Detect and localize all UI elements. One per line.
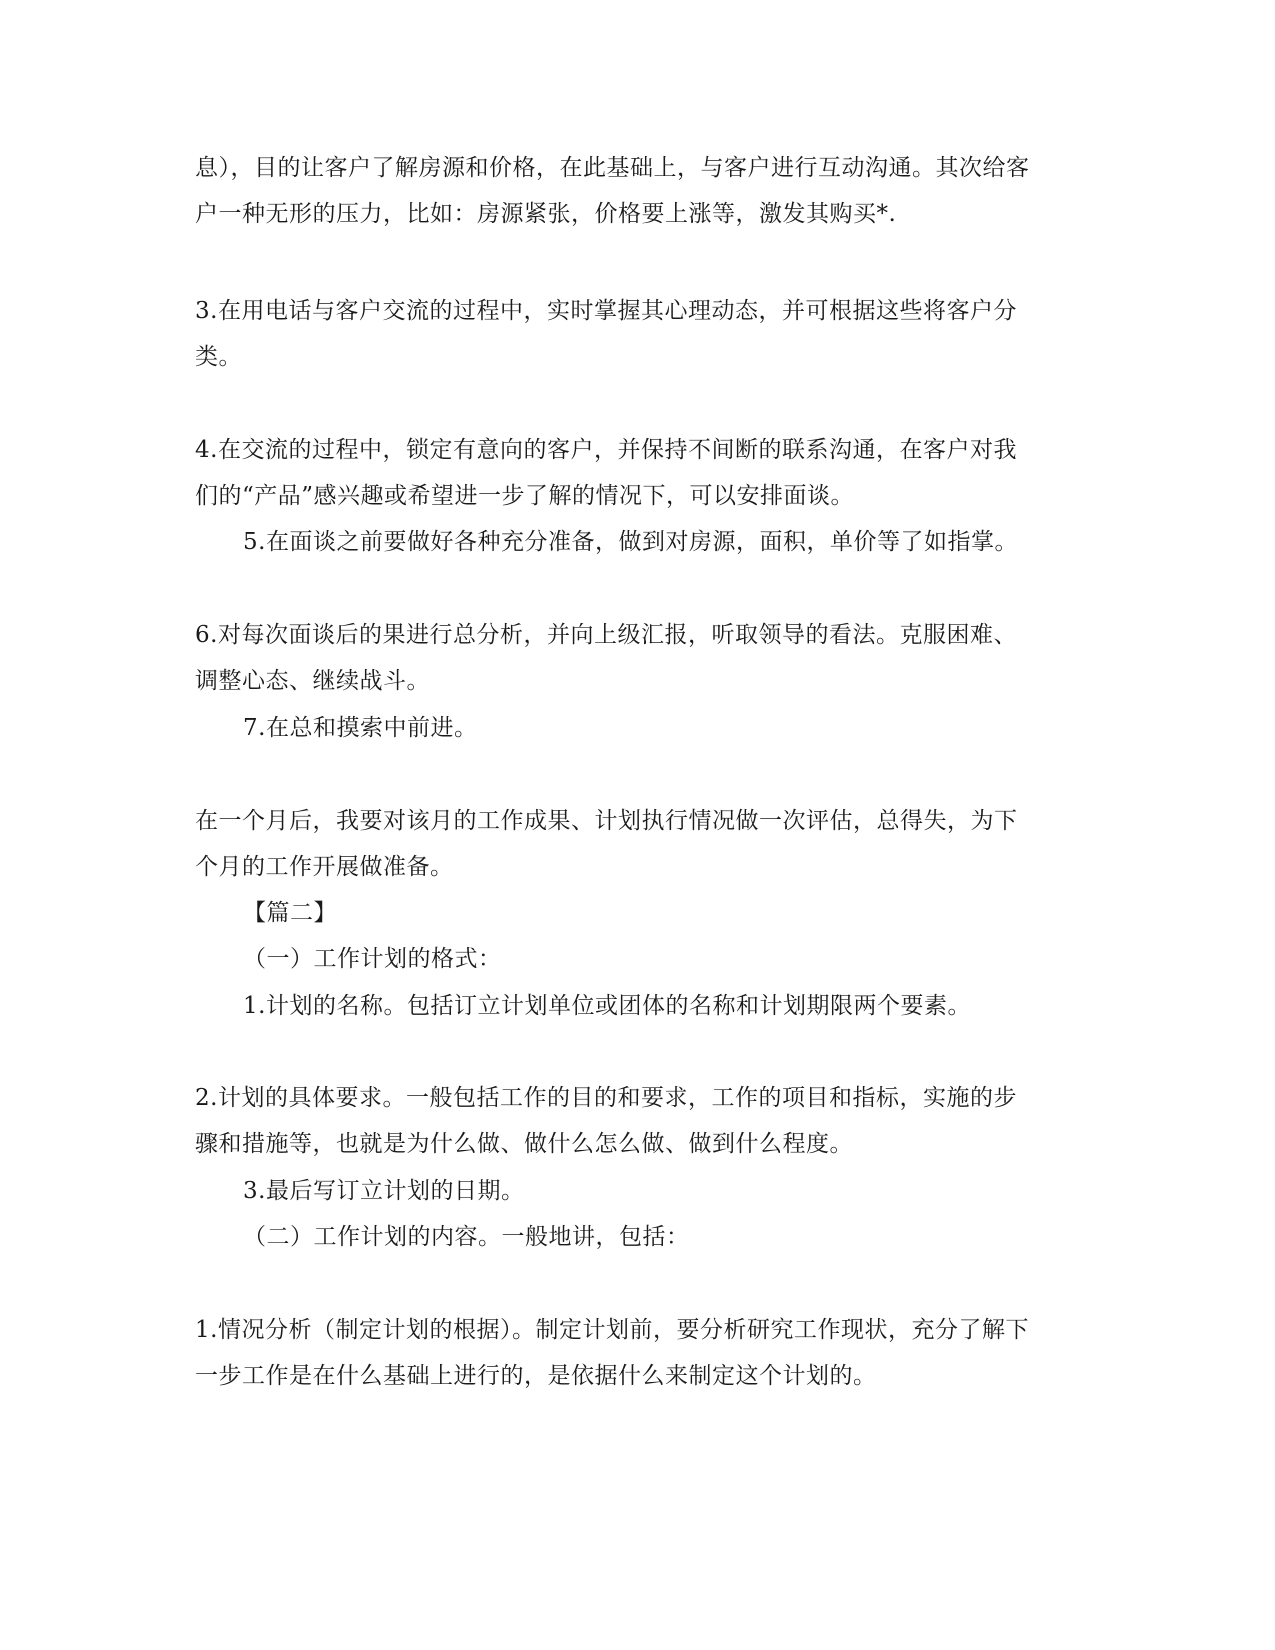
paragraph-line: 息），目的让客户了解房源和价格，在此基础上，与客户进行互动沟通。其次给客 (195, 155, 1030, 181)
paragraph-line: 3.最后写订立计划的日期。 (243, 1178, 525, 1204)
paragraph-line: 5.在面谈之前要做好各种充分准备，做到对房源，面积，单价等了如指掌。 (243, 529, 1018, 555)
subsection-heading: （二）工作计划的内容。一般地讲，包括： (243, 1224, 690, 1250)
paragraph-line: 个月的工作开展做准备。 (195, 854, 454, 880)
paragraph-line: 4.在交流的过程中，锁定有意向的客户，并保持不间断的联系沟通，在客户对我 (195, 437, 1017, 463)
paragraph-line: 户一种无形的压力，比如：房源紧张，价格要上涨等，激发其购买*. (195, 201, 897, 227)
subsection-heading: （一）工作计划的格式： (243, 946, 502, 972)
paragraph-line: 类。 (195, 344, 242, 370)
paragraph-line: 骤和措施等，也就是为什么做、做什么怎么做、做到什么程度。 (195, 1131, 853, 1157)
paragraph-line: 1.计划的名称。包括订立计划单位或团体的名称和计划期限两个要素。 (243, 993, 971, 1019)
paragraph-line: 6.对每次面谈后的果进行总分析，并向上级汇报，听取领导的看法。克服困难、 (195, 622, 1017, 648)
paragraph-line: 调整心态、继续战斗。 (195, 668, 430, 694)
paragraph-line: 2.计划的具体要求。一般包括工作的目的和要求，工作的项目和指标，实施的步 (195, 1085, 1017, 1111)
paragraph-line: 1.情况分析（制定计划的根据）。制定计划前，要分析研究工作现状，充分了解下 (195, 1317, 1029, 1343)
paragraph-line: 们的“产品”感兴趣或希望进一步了解的情况下，可以安排面谈。 (195, 483, 855, 509)
paragraph-line: 一步工作是在什么基础上进行的，是依据什么来制定这个计划的。 (195, 1363, 877, 1389)
paragraph-line: 在一个月后，我要对该月的工作成果、计划执行情况做一次评估，总得失，为下 (195, 808, 1018, 834)
paragraph-line: 7.在总和摸索中前进。 (243, 715, 478, 741)
paragraph-line: 3.在用电话与客户交流的过程中，实时掌握其心理动态，并可根据这些将客户分 (195, 298, 1017, 324)
section-heading: 【篇二】 (243, 900, 337, 926)
